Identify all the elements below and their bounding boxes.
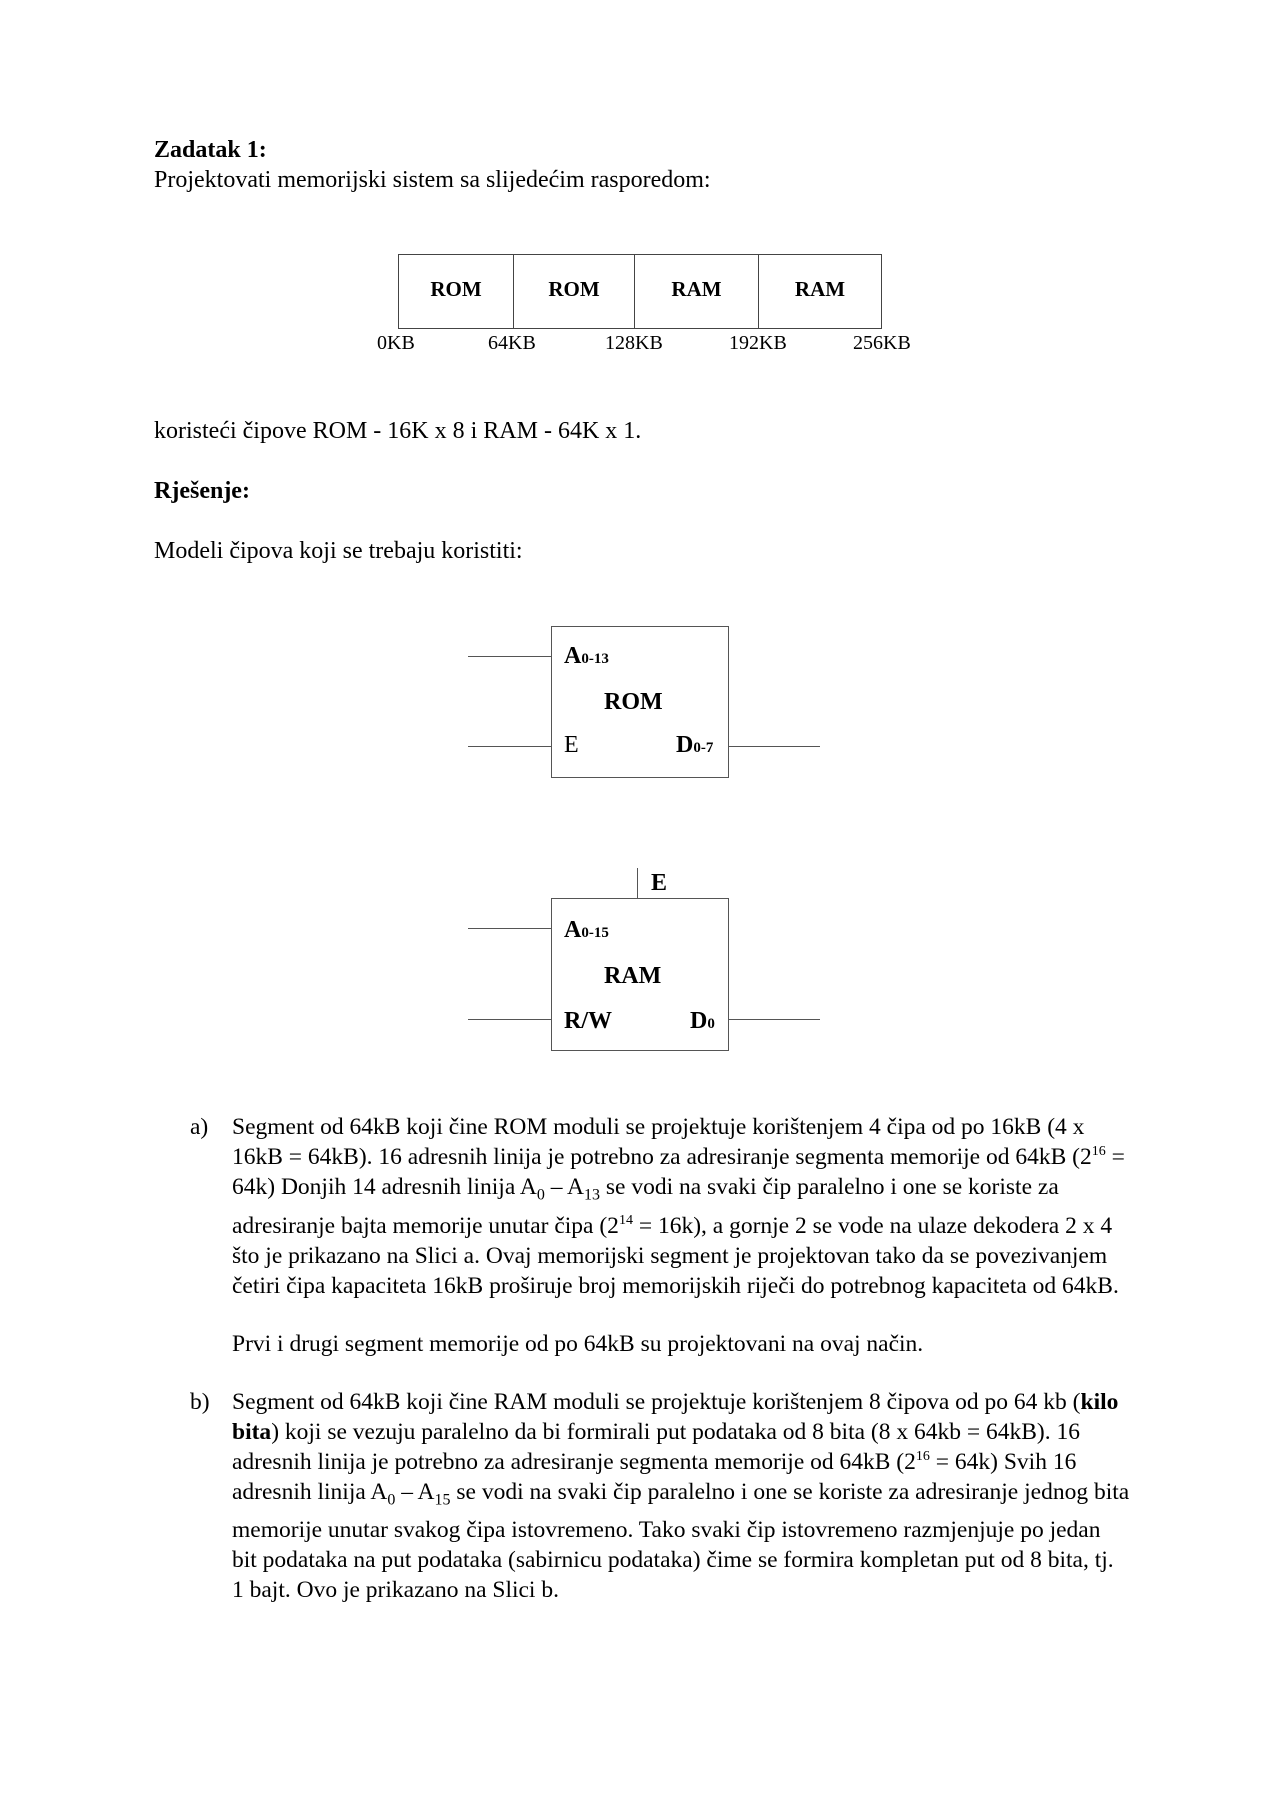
address-tick-192: 192KB bbox=[729, 332, 787, 354]
solution-list bbox=[190, 1112, 1130, 1605]
chips-line: koristeći čipove ROM - 16K x 8 i RAM - 64K x 1. bbox=[154, 418, 642, 444]
models-line: Modeli čipova koji se trebaju koristiti: bbox=[154, 538, 523, 564]
ram-chip bbox=[551, 898, 729, 1051]
memory-segment-ram-2: RAM bbox=[794, 277, 846, 301]
memory-segment-rom-2: ROM bbox=[514, 255, 635, 328]
rom-address-line bbox=[468, 656, 552, 657]
solution-heading: Rješenje: bbox=[154, 478, 250, 504]
memory-segment-rom-1: ROM bbox=[399, 255, 514, 328]
item-b-paragraph: Segment od 64kB koji čine RAM moduli se projektuje korištenjem 8 čipova od po 64 kb (kilo bita) koji se vezuju paralelno da bi formirali put podataka od 8 bita (8 x 64kb = 64kB). 16 adresnih linija je potrebno za adresiranje segmenta memorije od 64kB $(2^{16} = 64k)$ Svih 16 adresnih linija $A_0 - A_{15}$ se vodi na svaki čip paralelno i one se koriste za adresiranje jednog bita memorije unutar svakog čipa istovremeno. Tako svaki čip istovremeno razmjenjuje po jedan bit podataka na put podataka (sabirnicu podataka) čime se formira kompletan put od 8 bita, tj. 1 bajt. Ovo je prikazano na Slici b. bbox=[232, 1388, 1130, 1604]
task-title: Zadatak 1: bbox=[154, 137, 267, 163]
rom-address-label: A0-13 bbox=[564, 643, 609, 669]
address-tick-256: 256KB bbox=[853, 332, 911, 354]
ram-enable-line bbox=[637, 868, 638, 898]
rom-data-line bbox=[728, 746, 820, 747]
item-a-paragraph: Segment od 64kB koji čine ROM moduli se projektuje korištenjem 4 čipa od po 16kB (4 x 16kB = 64kB). 16 adresnih linija je potrebno za adresiranje segmenta memorije od 64kB $(2^{16} = 64k)$ Donjih 14 adresnih linija $A_0 - A_{13}$ se vodi na svaki čip paralelno i one se koriste za adresiranje bajta memorije unutar čipa $(2^{14} = 16k)$, a gornje 2 se vode na ulaze dekodera 2 x 4 što je prikazano na Slici a. Ovaj memorijski segment je projektovan tako da se povezivanjem četiri čipa kapaciteta 16kB proširuje broj memorijskih riječi do potrebnog kapaciteta od 64kB. bbox=[232, 1114, 1125, 1299]
ram-rw-label: R/W bbox=[564, 1008, 612, 1034]
ram-chip-name: RAM bbox=[604, 963, 662, 989]
memory-segment-ram-1: RAM bbox=[635, 255, 759, 328]
ram-address-line bbox=[468, 928, 552, 929]
rom-enable-label: E bbox=[564, 732, 579, 758]
list-item-a bbox=[190, 1112, 1130, 1359]
item-a-note: Prvi i drugi segment memorije od po 64kB su projektovani na ovaj način. bbox=[232, 1330, 924, 1357]
ram-data-line bbox=[728, 1019, 820, 1020]
ram-enable-label: E bbox=[651, 870, 668, 896]
address-tick-64: 64KB bbox=[488, 332, 536, 354]
list-marker-a: a) bbox=[190, 1114, 209, 1140]
rom-enable-line bbox=[468, 746, 552, 747]
list-marker-b: b) bbox=[190, 1388, 210, 1415]
list-item-b bbox=[190, 1387, 1130, 1606]
ram-address-label: A0-15 bbox=[564, 917, 609, 943]
rom-chip bbox=[551, 626, 729, 778]
task-intro: Projektovati memorijski sistem sa slijedećim rasporedom: bbox=[154, 167, 711, 193]
rom-data-label: D0-7 bbox=[676, 732, 714, 758]
ram-data-label: D0 bbox=[690, 1008, 715, 1034]
rom-chip-name: ROM bbox=[604, 689, 663, 715]
ram-rw-line bbox=[468, 1019, 552, 1020]
address-tick-0: 0KB bbox=[377, 332, 415, 354]
memory-map bbox=[398, 254, 882, 329]
address-tick-128: 128KB bbox=[605, 332, 663, 354]
